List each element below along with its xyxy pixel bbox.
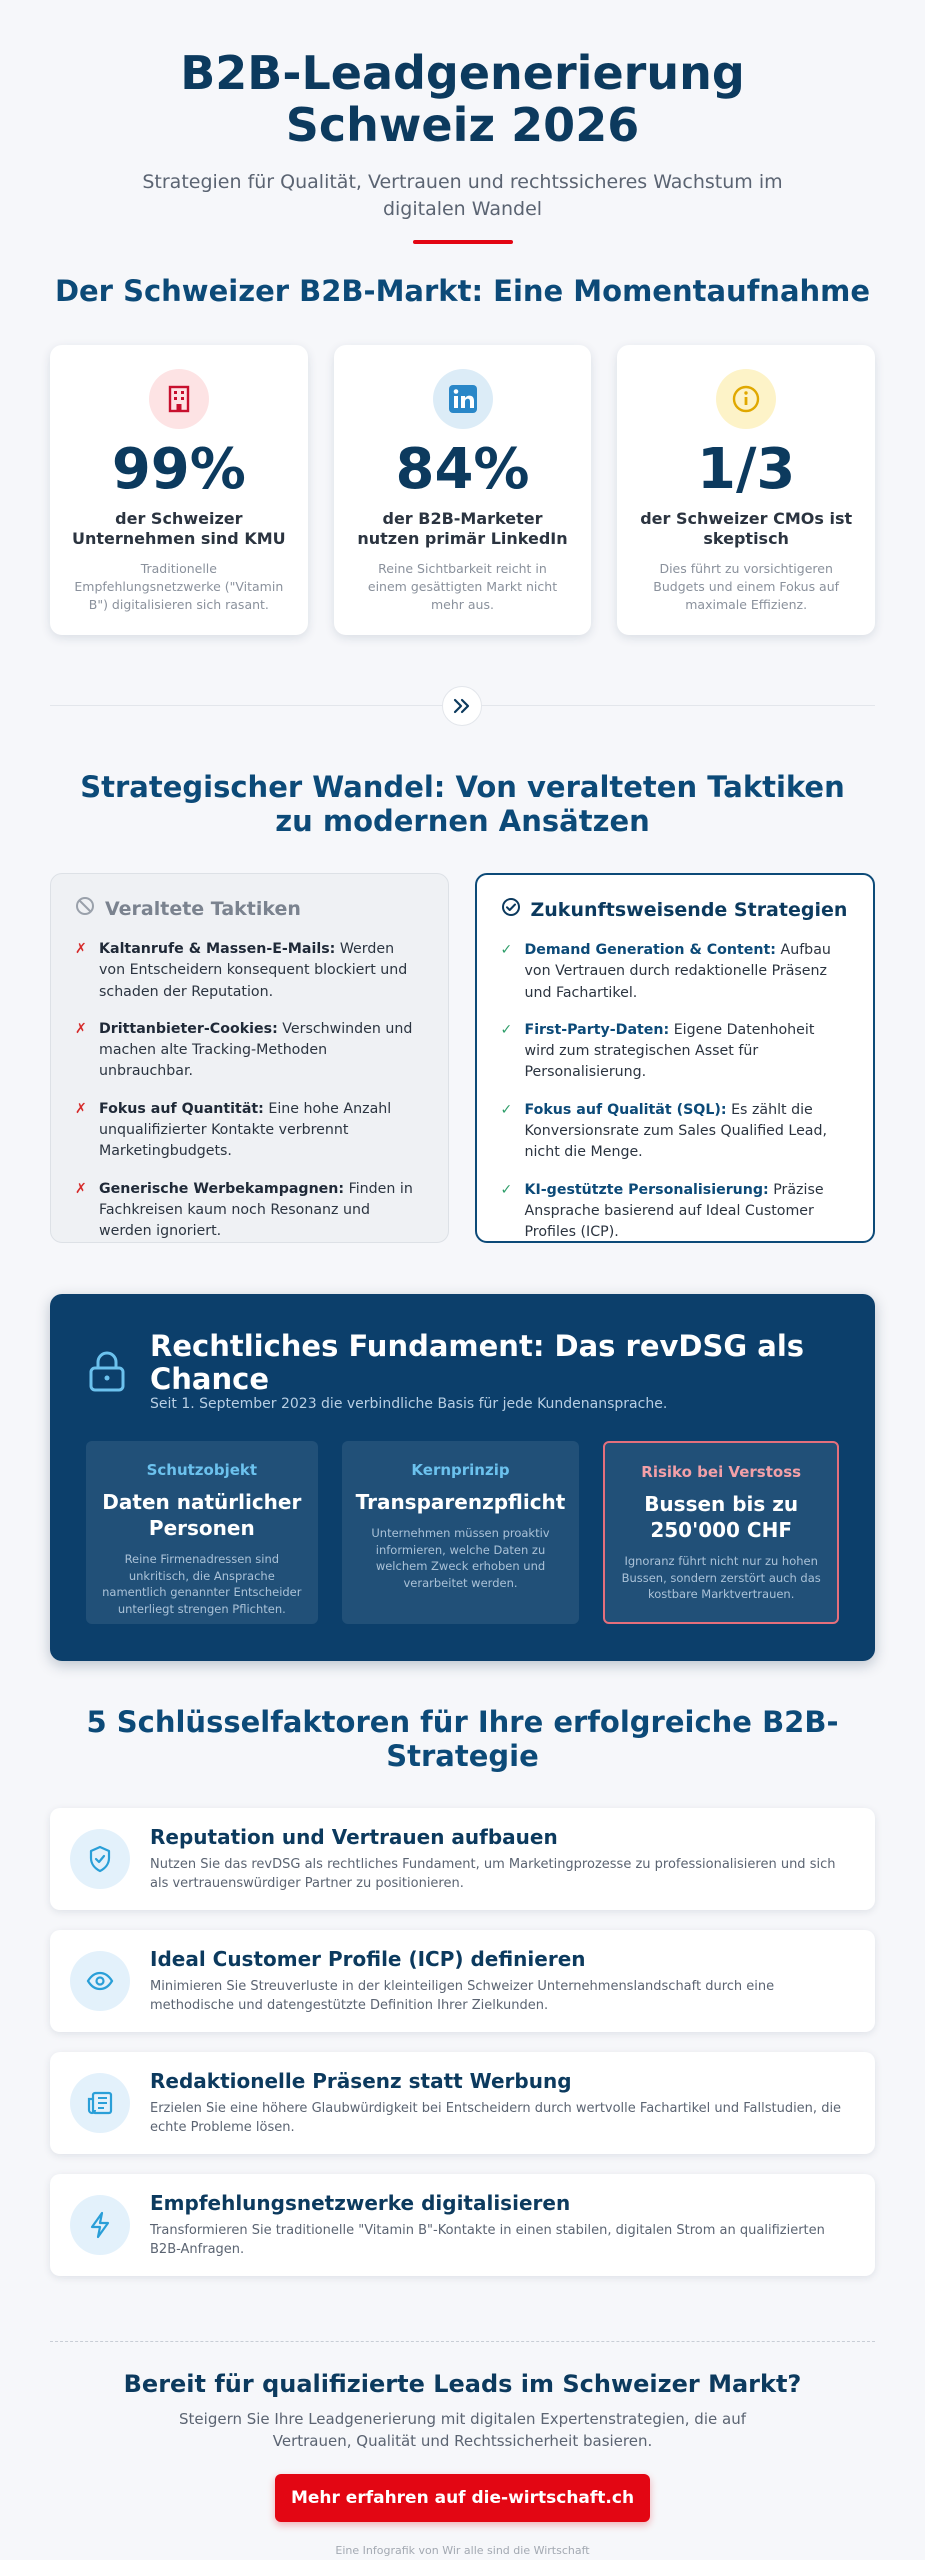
- factor-card: [50, 2174, 875, 2276]
- factors-list: [50, 1808, 875, 2296]
- stat-card-cmo: [617, 345, 875, 635]
- item-term: Generische Werbekampagnen:: [99, 1180, 345, 1197]
- new-strategies-title: Zukunftsweisende Strategien: [530, 898, 848, 921]
- legal-box-desc: Ignoranz führt nicht nur zu hohen Bussen, sondern zerstört auch das kostbare Marktvertrauen.: [621, 1554, 821, 1602]
- item-text: Finden in Fachkreisen kaum noch Resonanz und werden ignoriert.: [99, 1180, 413, 1240]
- check-icon: ✓: [500, 942, 513, 958]
- factor-description: Nutzen Sie das revDSG als rechtliches Fundament, um Marketingprozesse zu professionalisieren und sich als vertrauenswürdiger Partner zu positionieren.: [150, 1856, 836, 1891]
- old-tactics-heading: [75, 896, 424, 921]
- list-item: [501, 1180, 850, 1244]
- item-text: Eine hohe Anzahl unqualifizierter Kontakte verbrennt Marketingbudgets.: [99, 1100, 392, 1160]
- legal-box-principle: [342, 1441, 580, 1624]
- factor-card: [50, 2052, 875, 2154]
- cta-title: Bereit für qualifizierte Leads im Schweizer Markt?: [123, 2370, 802, 2398]
- new-strategies-heading: [501, 897, 850, 922]
- factor-description: Minimieren Sie Streuverluste in der kleinteiligen Schweizer Unternehmenslandschaft durch eine methodische und datengestützte Definition Ihrer Zielkunden.: [150, 1978, 775, 2013]
- item-text: Verschwinden und machen alte Tracking-Methoden unbrauchbar.: [99, 1020, 413, 1080]
- cross-icon: ✗: [75, 941, 87, 957]
- item-text: Es zählt die Konversionsrate zum Sales Qualified Lead, nicht die Menge.: [524, 1101, 828, 1161]
- page-title: B2B-Leadgenerierung Schweiz 2026: [180, 46, 745, 152]
- check-circle-icon: [501, 897, 521, 922]
- stat-description: Reine Sichtbarkeit reicht in einem gesättigten Markt nicht mehr aus.: [367, 561, 558, 613]
- item-text: Eigene Datenhoheit wird zum strategischen Asset für Personalisierung.: [524, 1021, 815, 1081]
- info-icon: [716, 369, 776, 429]
- building-icon: [149, 369, 209, 429]
- check-icon: ✓: [500, 1101, 513, 1118]
- old-tactics-title: Veraltete Taktiken: [105, 897, 301, 920]
- shift-section-title: Strategischer Wandel: Von veralteten Taktiken zu modernen Ansätzen: [80, 770, 845, 838]
- lightning-icon: [70, 2195, 130, 2255]
- factor-title: Empfehlungsnetzwerke digitalisieren: [150, 2190, 571, 2215]
- market-section-title: Der Schweizer B2B-Markt: Eine Momentaufnahme: [54, 274, 871, 308]
- accent-rule: [413, 240, 513, 244]
- cta-subtitle-text: Steigern Sie Ihre Leadgenerierung mit digitalen Expertenstrategien, die auf Vertrauen, Qualität und Rechtssicherheit basieren.: [179, 2410, 746, 2450]
- linkedin-icon: [433, 369, 493, 429]
- cta-subtitle: [0, 2409, 925, 2453]
- list-item: [501, 1100, 850, 1164]
- legal-box-head: Kernprinzip: [411, 1461, 510, 1479]
- item-term: Demand Generation & Content:: [524, 942, 776, 958]
- stat-card-linkedin: [334, 345, 592, 635]
- legal-box-risk: [603, 1441, 839, 1624]
- item-text: Präzise Ansprache basierend auf Ideal Customer Profiles (ICP).: [524, 1181, 824, 1241]
- stat-description: Dies führt zu vorsichtigeren Budgets und einem Fokus auf maximale Effizienz.: [653, 561, 840, 613]
- stat-label: der B2B-Marketer nutzen primär LinkedIn: [357, 508, 568, 549]
- item-term: Fokus auf Qualität (SQL):: [524, 1101, 727, 1118]
- market-stats: [50, 345, 875, 635]
- legal-box-main: Transparenzpflicht: [355, 1490, 566, 1514]
- list-item: [75, 1099, 424, 1163]
- section-divider: [50, 2341, 875, 2342]
- list-item: [75, 1179, 424, 1243]
- legal-box-head: Schutzobjekt: [146, 1461, 258, 1479]
- factor-title: Ideal Customer Profile (ICP) definieren: [150, 1946, 586, 1971]
- newspaper-icon: [70, 2073, 130, 2133]
- legal-box-main: Daten natürlicher Personen: [102, 1490, 302, 1540]
- learn-more-button[interactable]: Mehr erfahren auf die-wirtschaft.ch: [275, 2474, 650, 2522]
- factors-section-title: 5 Schlüsselfaktoren für Ihre erfolgreiche B2B-Strategie: [86, 1705, 839, 1773]
- cross-icon: ✗: [75, 1180, 87, 1197]
- check-icon: ✓: [500, 1181, 513, 1198]
- item-text: Werden von Entscheidern konsequent blockiert und schaden der Reputation.: [99, 941, 408, 1000]
- factor-card: [50, 1808, 875, 1910]
- legal-title: Rechtliches Fundament: Das revDSG als Chance: [150, 1329, 805, 1397]
- check-icon: ✓: [500, 1021, 513, 1038]
- stat-value: 1/3: [696, 437, 796, 502]
- stat-label: der Schweizer CMOs ist skeptisch: [640, 508, 853, 549]
- legal-boxes: [86, 1441, 839, 1624]
- factor-description: Erzielen Sie eine höhere Glaubwürdigkeit bei Entscheidern durch wertvolle Fachartikel und Fallstudien, die echte Probleme lösen.: [150, 2100, 842, 2135]
- legal-foundation-panel: [50, 1294, 875, 1661]
- stat-label: der Schweizer Unternehmen sind KMU: [72, 508, 286, 549]
- stat-card-kmu: [50, 345, 308, 635]
- double-chevron-right-icon[interactable]: [442, 686, 482, 726]
- item-text: Aufbau von Vertrauen durch redaktionelle Präsenz und Fachartikel.: [524, 942, 831, 1001]
- page-subtitle: Strategien für Qualität, Vertrauen und rechtssicheres Wachstum im digitalen Wandel: [142, 171, 783, 220]
- stat-value: 84%: [395, 437, 530, 502]
- legal-box-desc: Unternehmen müssen proaktiv informieren, welche Daten zu welchem Zweck erhoben und verarbeitet werden.: [371, 1526, 550, 1591]
- legal-box-main: Bussen bis zu 250'000 CHF: [644, 1492, 799, 1542]
- item-term: Drittanbieter-Cookies:: [99, 1020, 278, 1037]
- factor-description: Transformieren Sie traditionelle "Vitamin B"-Kontakte in einen stabilen, digitalen Strom an qualifizierten B2B-Anfragen.: [150, 2222, 825, 2257]
- new-strategies-card: [475, 873, 876, 1243]
- hero-header: [0, 0, 925, 244]
- tactics-comparison: [50, 873, 875, 1243]
- list-item: [501, 940, 850, 1004]
- factor-card: [50, 1930, 875, 2032]
- legal-box-scope: [86, 1441, 318, 1624]
- legal-box-head: Risiko bei Verstoss: [641, 1463, 802, 1481]
- item-term: Fokus auf Quantität:: [99, 1100, 264, 1117]
- list-item: [75, 1019, 424, 1083]
- item-term: Kaltanrufe & Massen-E-Mails:: [99, 941, 336, 957]
- stat-value: 99%: [111, 437, 246, 502]
- lock-icon: [88, 1350, 126, 1396]
- shield-check-icon: [70, 1829, 130, 1889]
- item-term: KI-gestützte Personalisierung:: [524, 1181, 769, 1198]
- list-item: [501, 1020, 850, 1084]
- footer-credit: Eine Infografik von Wir alle sind die Wirtschaft: [335, 2544, 590, 2557]
- legal-box-desc: Reine Firmenadressen sind unkritisch, die Ansprache namentlich genannter Entscheider unterliegt strengen Pflichten.: [102, 1552, 302, 1617]
- item-term: First-Party-Daten:: [524, 1021, 670, 1038]
- old-tactics-card: [50, 873, 449, 1243]
- list-item: [75, 939, 424, 1003]
- stat-description: Traditionelle Empfehlungsnetzwerke ("Vitamin B") digitalisieren sich rasant.: [74, 561, 284, 613]
- factor-title: Reputation und Vertrauen aufbauen: [150, 1824, 558, 1849]
- cross-icon: ✗: [75, 1020, 87, 1037]
- legal-subtitle: Seit 1. September 2023 die verbindliche Basis für jede Kundenansprache.: [150, 1396, 668, 1412]
- prohibited-icon: [75, 896, 95, 921]
- cross-icon: ✗: [75, 1100, 87, 1117]
- eye-icon: [70, 1951, 130, 2011]
- factor-title: Redaktionelle Präsenz statt Werbung: [150, 2068, 572, 2093]
